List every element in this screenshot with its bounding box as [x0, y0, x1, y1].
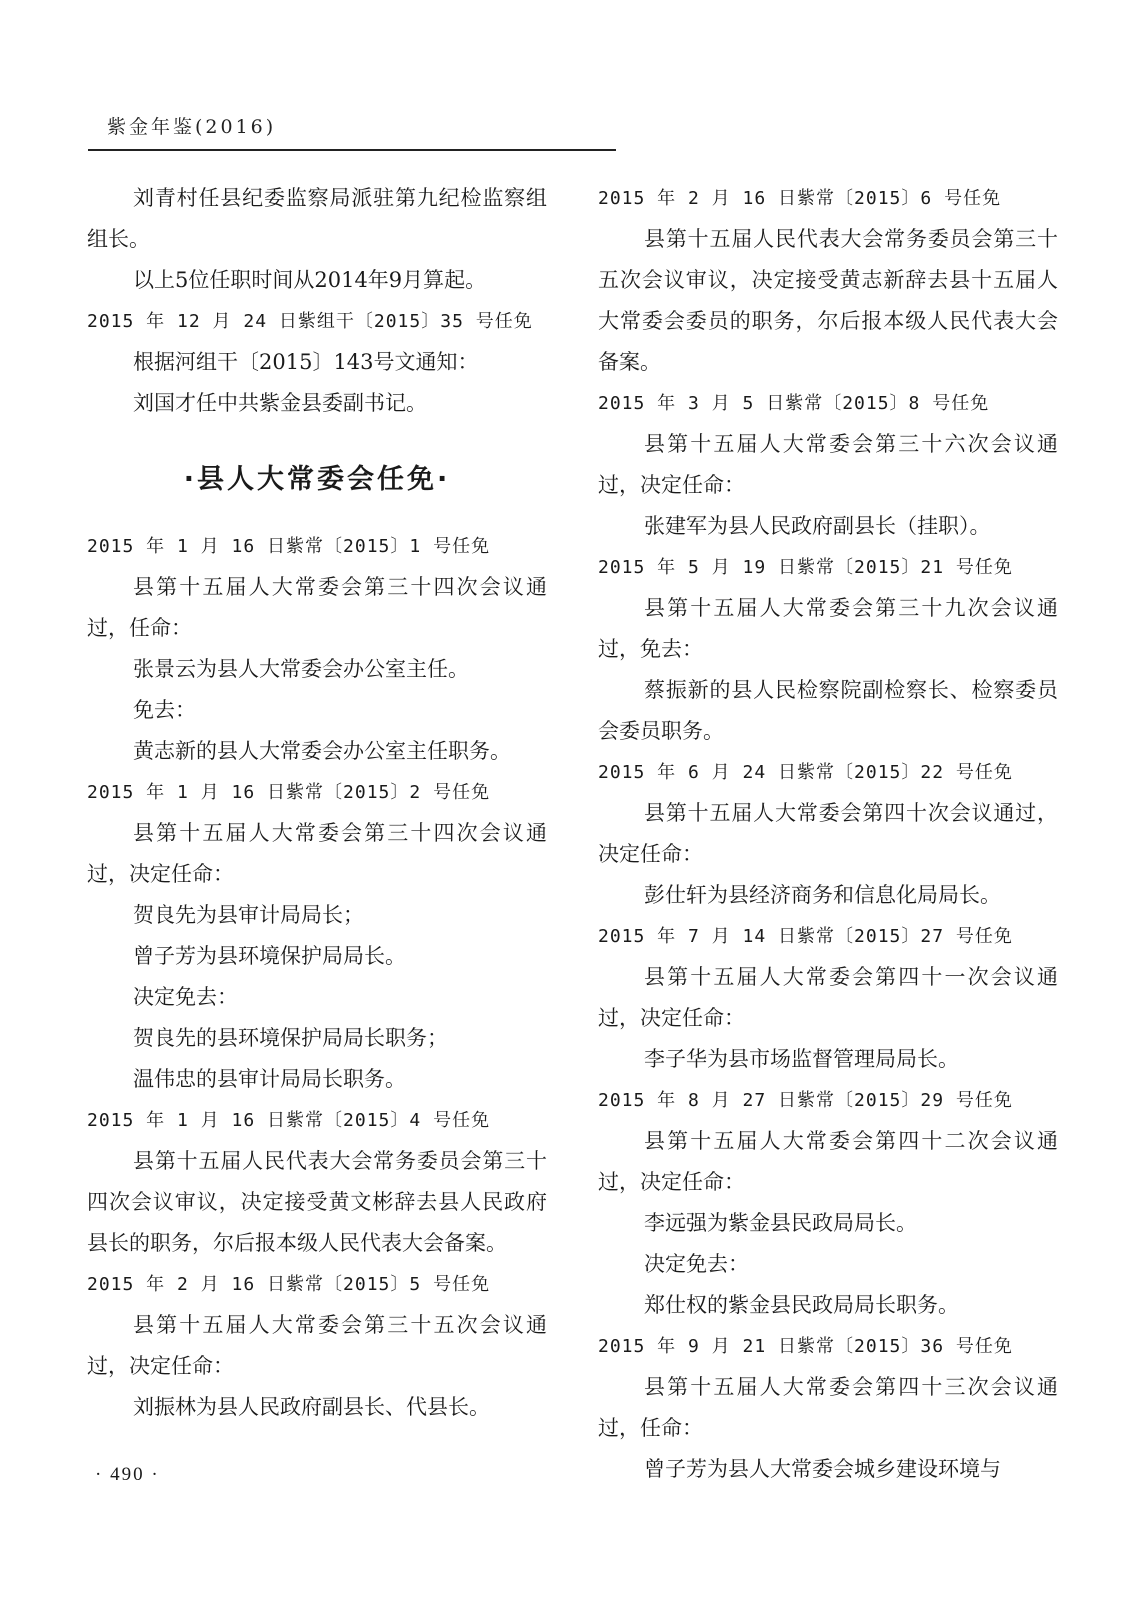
page-number: · 490 ·: [95, 1464, 160, 1485]
document-number-line: 2015 年 5 月 19 日紫常〔2015〕21 号任免: [598, 557, 1013, 578]
document-number-line: 2015 年 6 月 24 日紫常〔2015〕22 号任免: [598, 762, 1013, 783]
paragraph: 张建军为县人民政府副县长（挂职）。: [644, 514, 991, 538]
paragraph: 决定免去：: [644, 1252, 749, 1276]
left-column: [87, 178, 547, 1428]
paragraph: 刘青村任县纪委监察局派驻第九纪检监察组组长。: [87, 186, 547, 251]
paragraph: 免去：: [133, 698, 196, 722]
paragraph: 曾子芳为县环境保护局局长。: [133, 944, 406, 968]
paragraph: 李子华为县市场监督管理局局长。: [644, 1047, 959, 1071]
paragraph: 县第十五届人大常委会第四十三次会议通过，任命：: [598, 1375, 1058, 1440]
document-number-line: 2015 年 1 月 16 日紫常〔2015〕1 号任免: [87, 536, 491, 557]
paragraph: 贺良先的县环境保护局局长职务；: [133, 1026, 448, 1050]
paragraph: 县第十五届人大常委会第三十九次会议通过，免去：: [598, 596, 1058, 661]
paragraph: 以上5位任职时间从2014年9月算起。: [133, 268, 487, 292]
document-number-line: 2015 年 1 月 16 日紫常〔2015〕4 号任免: [87, 1110, 491, 1131]
document-number-line: 2015 年 12 月 24 日紫组干〔2015〕35 号任免: [87, 311, 533, 332]
document-number-line: 2015 年 1 月 16 日紫常〔2015〕2 号任免: [87, 782, 491, 803]
paragraph: 刘振林为县人民政府副县长、代县长。: [133, 1395, 490, 1419]
paragraph: 县第十五届人大常委会第四十二次会议通过，决定任命：: [598, 1129, 1058, 1194]
document-number-line: 2015 年 2 月 16 日紫常〔2015〕6 号任免: [598, 188, 1002, 209]
section-heading: ·县人大常委会任免·: [183, 464, 451, 495]
running-head: 紫金年鉴(2016): [107, 116, 277, 138]
paragraph: 县第十五届人大常委会第三十五次会议通过，决定任命：: [87, 1313, 547, 1378]
paragraph: 县第十五届人大常委会第三十四次会议通过，任命：: [87, 575, 547, 640]
document-number-line: 2015 年 7 月 14 日紫常〔2015〕27 号任免: [598, 926, 1013, 947]
paragraph: 根据河组干〔2015〕143号文通知：: [133, 350, 479, 374]
paragraph: 温伟忠的县审计局局长职务。: [133, 1067, 406, 1091]
paragraph: 张景云为县人大常委会办公室主任。: [133, 657, 469, 681]
paragraph: 蔡振新的县人民检察院副检察长、检察委员会委员职务。: [598, 678, 1058, 743]
paragraph: 黄志新的县人大常委会办公室主任职务。: [133, 739, 511, 763]
paragraph: 曾子芳为县人大常委会城乡建设环境与: [644, 1457, 1001, 1481]
paragraph: 县第十五届人民代表大会常务委员会第三十五次会议审议，决定接受黄志新辞去县十五届人大常委会委员的职务，尔后报本级人民代表大会备案。: [598, 227, 1058, 374]
paragraph: 刘国才任中共紫金县委副书记。: [133, 391, 427, 415]
paragraph: 决定免去：: [133, 985, 238, 1009]
document-number-line: 2015 年 3 月 5 日紫常〔2015〕8 号任免: [598, 393, 990, 414]
paragraph: 彭仕轩为县经济商务和信息化局局长。: [644, 883, 1001, 907]
document-number-line: 2015 年 8 月 27 日紫常〔2015〕29 号任免: [598, 1090, 1013, 1111]
paragraph: 郑仕权的紫金县民政局局长职务。: [644, 1293, 959, 1317]
paragraph: 县第十五届人大常委会第三十六次会议通过，决定任命：: [598, 432, 1058, 497]
paragraph: 县第十五届人大常委会第四十次会议通过，决定任命：: [598, 801, 1058, 866]
paragraph: 贺良先为县审计局局长；: [133, 903, 364, 927]
paragraph: 李远强为紫金县民政局局长。: [644, 1211, 917, 1235]
paragraph: 县第十五届人大常委会第四十一次会议通过，决定任命：: [598, 965, 1058, 1030]
header-rule: [88, 149, 616, 151]
paragraph: 县第十五届人民代表大会常务委员会第三十四次会议审议，决定接受黄文彬辞去县人民政府县长的职务，尔后报本级人民代表大会备案。: [87, 1149, 547, 1255]
paragraph: 县第十五届人大常委会第三十四次会议通过，决定任命：: [87, 821, 547, 886]
document-number-line: 2015 年 9 月 21 日紫常〔2015〕36 号任免: [598, 1336, 1013, 1357]
right-column: [598, 178, 1058, 1490]
document-number-line: 2015 年 2 月 16 日紫常〔2015〕5 号任免: [87, 1274, 491, 1295]
